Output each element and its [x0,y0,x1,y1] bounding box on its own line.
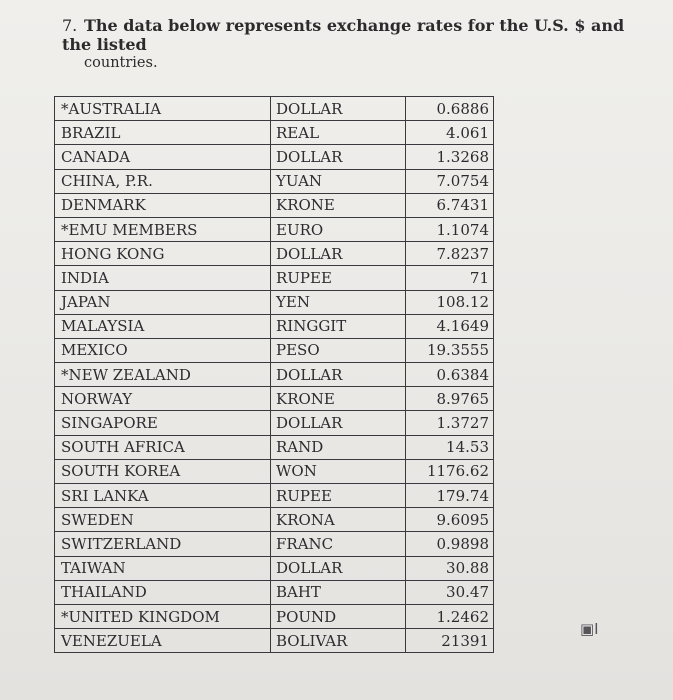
country-cell: BRAZIL [55,121,271,145]
table-row [55,314,494,338]
currency-cell: BOLIVAR [271,629,406,653]
question-7 [62,16,642,73]
table-row [55,435,494,459]
currency-cell: DOLLAR [271,363,406,387]
country-cell: NORWAY [55,387,271,411]
table-row [55,629,494,653]
currency-cell: DOLLAR [271,411,406,435]
rate-cell: 1.3268 [406,145,494,169]
country-cell: VENEZUELA [55,629,271,653]
country-cell: *NEW ZEALAND [55,363,271,387]
country-cell: SOUTH AFRICA [55,435,271,459]
table-row [55,387,494,411]
currency-cell: FRANC [271,532,406,556]
currency-cell: DOLLAR [271,97,406,121]
rate-cell: 8.9765 [406,387,494,411]
currency-cell: REAL [271,121,406,145]
rate-cell: 0.9898 [406,532,494,556]
currency-cell: PESO [271,338,406,362]
currency-cell: RAND [271,435,406,459]
currency-cell: KRONA [271,508,406,532]
table-row [55,121,494,145]
currency-cell: DOLLAR [271,556,406,580]
table-row [55,242,494,266]
rate-cell: 4.1649 [406,314,494,338]
table-row [55,532,494,556]
country-cell: *EMU MEMBERS [55,217,271,241]
rate-cell: 1.3727 [406,411,494,435]
table-row [55,290,494,314]
country-cell: *AUSTRALIA [55,97,271,121]
currency-cell: RUPEE [271,484,406,508]
country-cell: SWITZERLAND [55,532,271,556]
rate-cell: 6.7431 [406,193,494,217]
rate-cell: 108.12 [406,290,494,314]
rate-cell: 21391 [406,629,494,653]
rate-cell: 7.0754 [406,169,494,193]
currency-cell: YUAN [271,169,406,193]
currency-cell: POUND [271,604,406,628]
rate-cell: 9.6095 [406,508,494,532]
rate-cell: 14.53 [406,435,494,459]
table-row [55,169,494,193]
table-row [55,97,494,121]
text-cursor-icon: ▣I [580,620,599,638]
country-cell: THAILAND [55,580,271,604]
currency-cell: BAHT [271,580,406,604]
rate-cell: 1176.62 [406,459,494,483]
table-row [55,459,494,483]
table-row [55,145,494,169]
table-row [55,193,494,217]
country-cell: HONG KONG [55,242,271,266]
country-cell: JAPAN [55,290,271,314]
rate-cell: 1.2462 [406,604,494,628]
question-number: 7. [62,16,78,35]
table-row [55,266,494,290]
country-cell: SOUTH KOREA [55,459,271,483]
table-row [55,556,494,580]
country-cell: MALAYSIA [55,314,271,338]
rate-cell: 19.3555 [406,338,494,362]
rate-cell: 4.061 [406,121,494,145]
currency-cell: DOLLAR [271,145,406,169]
country-cell: CHINA, P.R. [55,169,271,193]
rate-cell: 179.74 [406,484,494,508]
table-row [55,580,494,604]
currency-cell: KRONE [271,193,406,217]
rate-cell: 30.47 [406,580,494,604]
table-row [55,338,494,362]
rate-cell: 1.1074 [406,217,494,241]
currency-cell: YEN [271,290,406,314]
country-cell: *UNITED KINGDOM [55,604,271,628]
country-cell: DENMARK [55,193,271,217]
country-cell: TAIWAN [55,556,271,580]
currency-cell: RINGGIT [271,314,406,338]
rate-cell: 7.8237 [406,242,494,266]
table-row [55,484,494,508]
rate-cell: 71 [406,266,494,290]
rate-cell: 0.6886 [406,97,494,121]
country-cell: INDIA [55,266,271,290]
currency-cell: DOLLAR [271,242,406,266]
country-cell: SWEDEN [55,508,271,532]
country-cell: SINGAPORE [55,411,271,435]
table-row [55,217,494,241]
table-row [55,604,494,628]
currency-cell: WON [271,459,406,483]
exchange-rate-table [54,96,494,653]
currency-cell: EURO [271,217,406,241]
rate-cell: 30.88 [406,556,494,580]
rate-cell: 0.6384 [406,363,494,387]
currency-cell: KRONE [271,387,406,411]
table-row [55,508,494,532]
country-cell: SRI LANKA [55,484,271,508]
question-text: The data below represents exchange rates for the U.S. $ and the listed [62,16,625,54]
country-cell: MEXICO [55,338,271,362]
currency-cell: RUPEE [271,266,406,290]
country-cell: CANADA [55,145,271,169]
table-row [55,363,494,387]
table-row [55,411,494,435]
question-continuation: countries. [84,55,158,71]
